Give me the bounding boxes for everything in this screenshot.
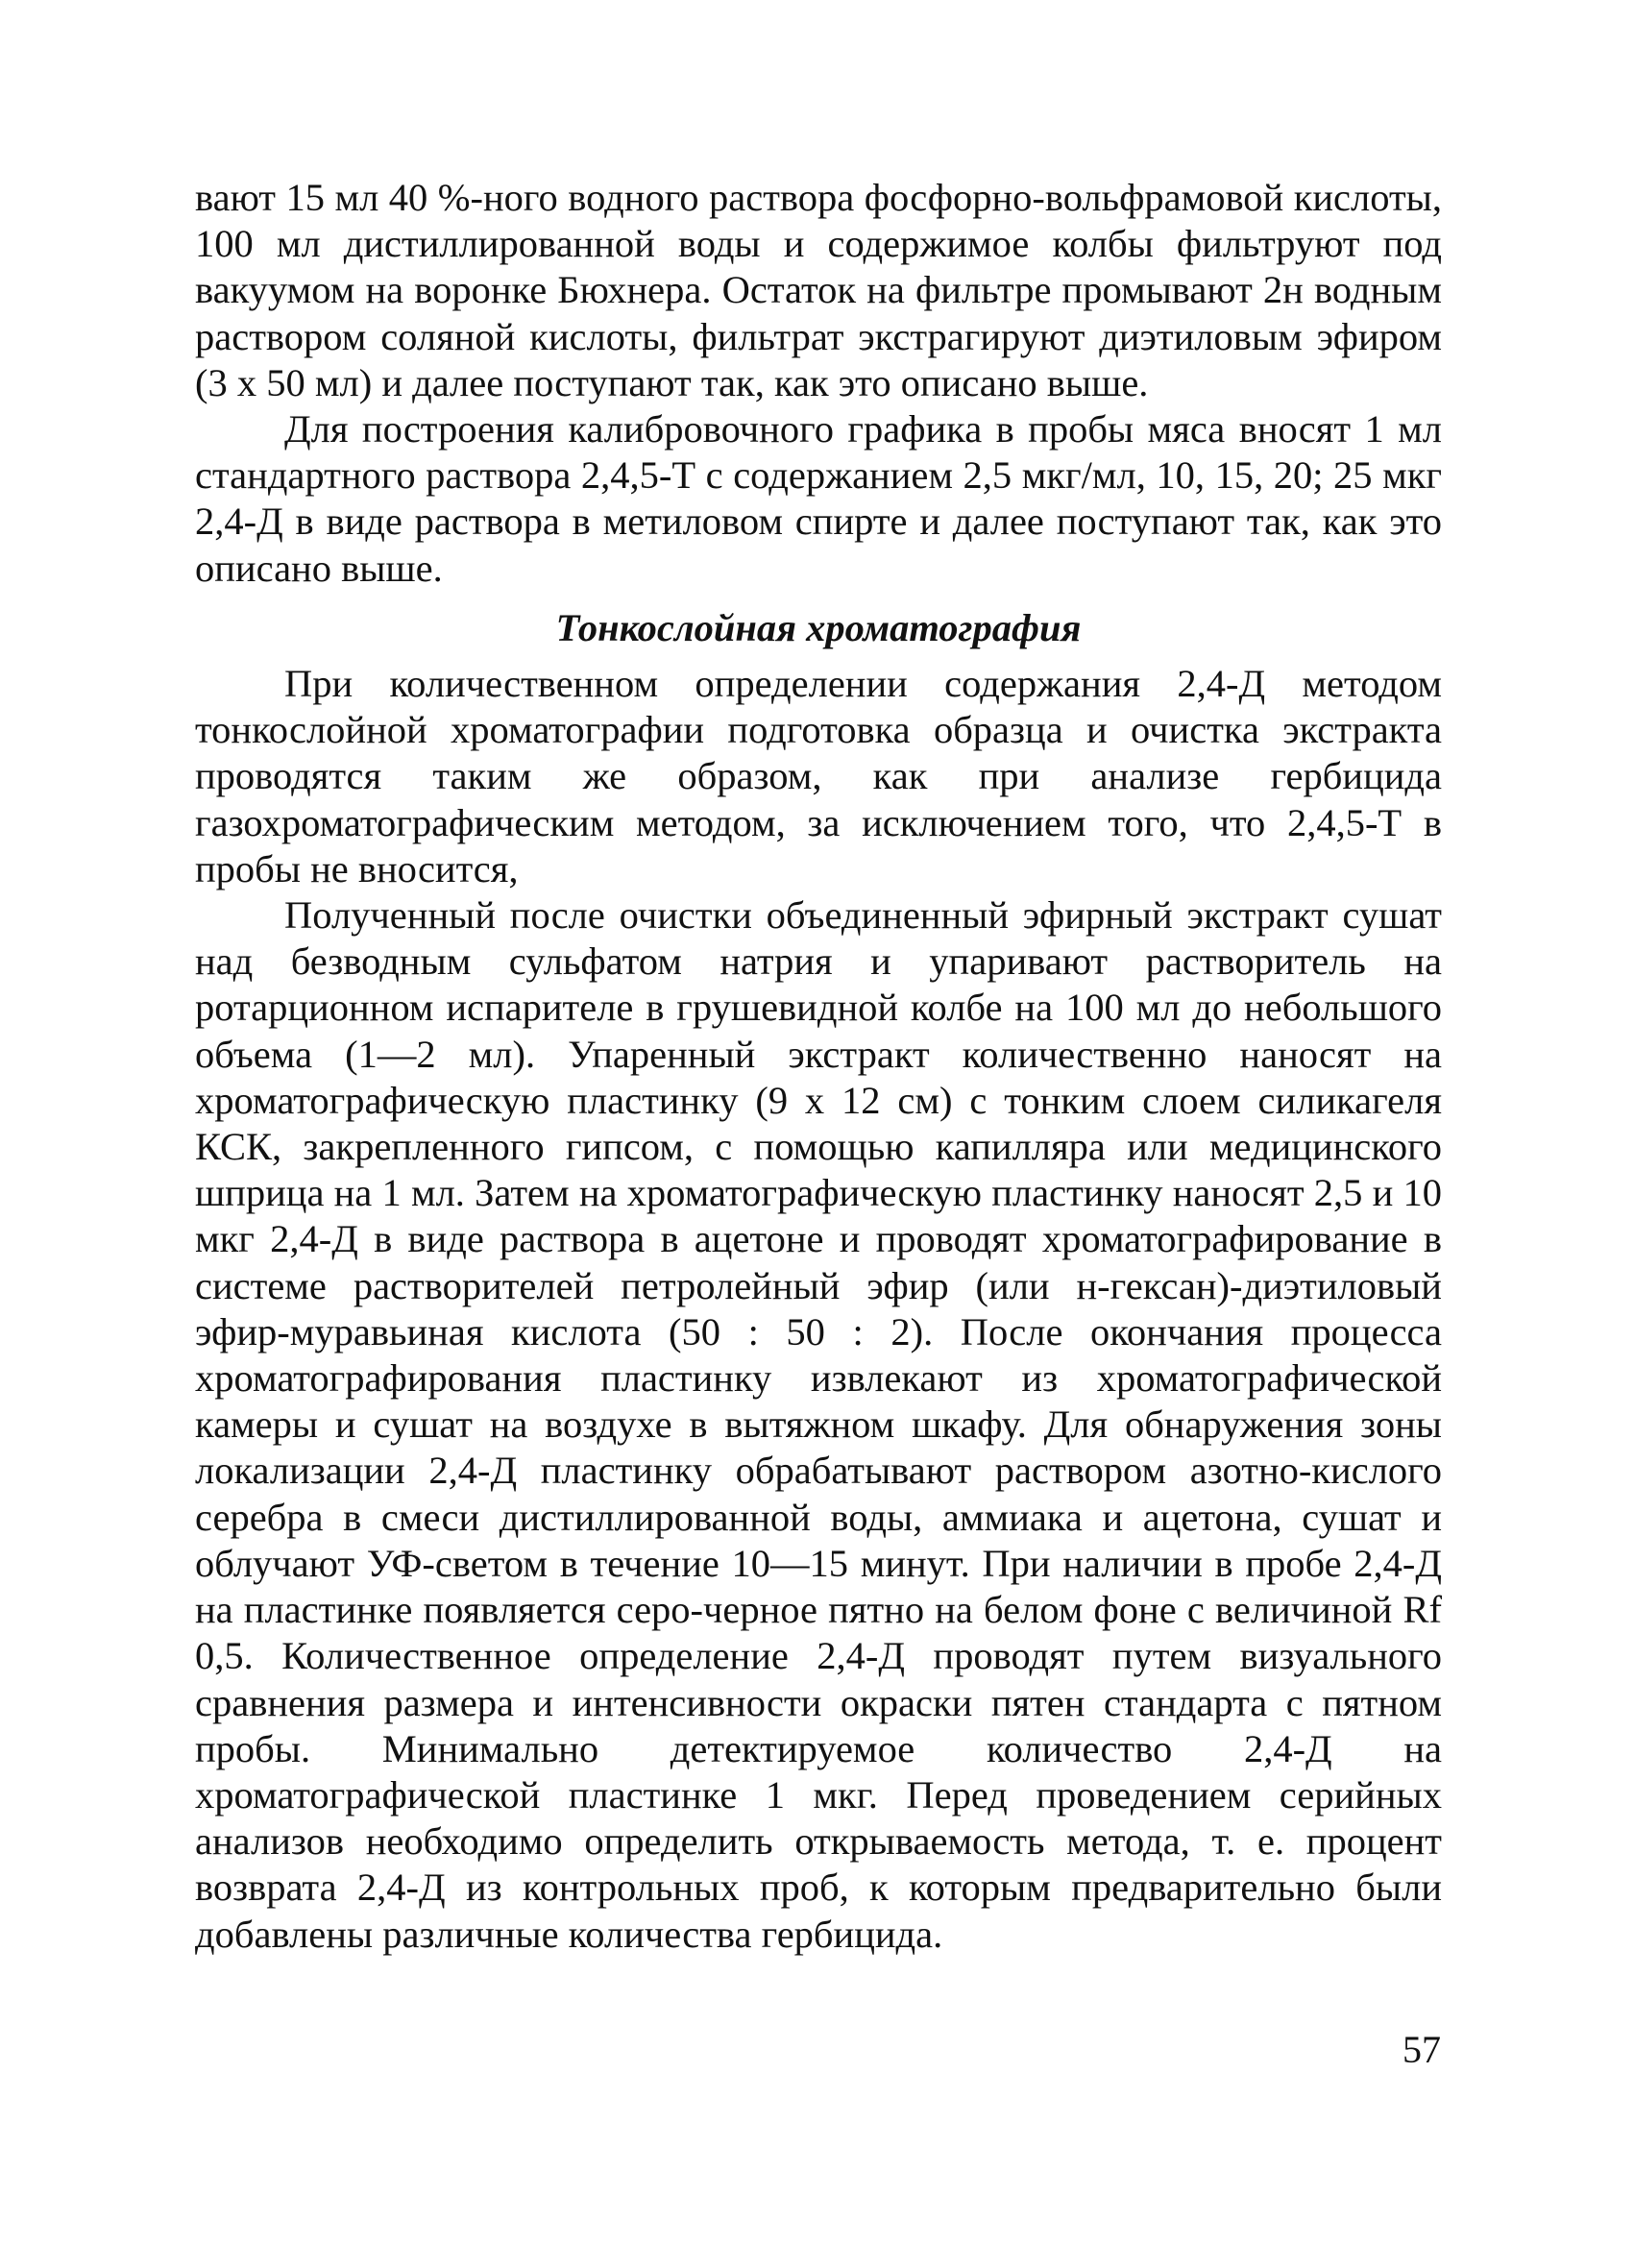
paragraph-calibration: Для построения калибровочного графика в пробы мяса вносят 1 мл стандартного раствора 2,4,5-Т с содержанием 2,5 мкг/мл, 10, 15, 20; 25 мкг 2,4-Д в виде раствора в метиловом спирте и далее поступают так, как это описано выше.: [195, 407, 1442, 590]
section-heading: Тонкослойная хроматография: [555, 605, 1082, 649]
page-number: 57: [1402, 2028, 1441, 2071]
body-text: [195, 175, 1442, 1958]
paragraph-tlc-intro: При количественном определении содержания 2,4-Д методом тонкослойной хроматографии подготовка образца и очистка экстракта проводятся таким же образом, как при анализе гербицида газохроматографическим методом, за исключением того, что 2,4,5-Т в пробы не вносится,: [195, 662, 1442, 890]
paragraph-tlc-procedure: Полученный после очистки объединенный эфирный экстракт сушат над безводным сульфатом натрия и упаривают растворитель на ротарционном испарителе в грушевидной колбе на 100 мл до небольшого объема (1—2 мл). Упаренный экстракт количественно наносят на хроматографическую пластинку (9 х 12 см) с тонким слоем силикагеля КСК, закрепленного гипсом, с помощью капилляра или медицинского шприца на 1 мл. Затем на хроматографическую пластинку наносят 2,5 и 10 мкг 2,4-Д в виде раствора в ацетоне и проводят хроматографирование в системе растворителей петролейный эфир (или н-гексан)-диэтиловый эфир-муравьиная кислота (50 : 50 : 2). После окончания процесса хроматографирования пластинку извлекают из хроматографической камеры и сушат на воздухе в вытяжном шкафу. Для обнаружения зоны локализации 2,4-Д пластинку обрабатывают раствором азотно-кислого серебра в смеси дистиллированной воды, аммиака и ацетона, сушат и облучают УФ-светом в течение 10—15 минут. При наличии в пробе 2,4-Д на пластинке появляется серо-черное пятно на белом фоне с величиной Rf 0,5. Количественное определение 2,4-Д проводят путем визуального сравнения размера и интенсивности окраски пятен стандарта с пятном пробы. Минимально детектируемое количество 2,4-Д на хроматографической пластинке 1 мкг. Перед проведением серийных анализов необходимо определить открываемость метода, т. е. процент возврата 2,4-Д из контрольных проб, к которым предварительно были добавлены различные количества гербицида.: [195, 893, 1442, 1956]
paragraph-continued: вают 15 мл 40 %-ного водного раствора фосфорно-вольфрамовой кислоты, 100 мл дистиллированной воды и содержимое колбы фильтруют под вакуумом на воронке Бюхнера. Остаток на фильтре промывают 2н водным раствором соляной кислоты, фильтрат экстрагируют диэтиловым эфиром (3 х 50 мл) и далее поступают так, как это описано выше.: [195, 176, 1442, 404]
